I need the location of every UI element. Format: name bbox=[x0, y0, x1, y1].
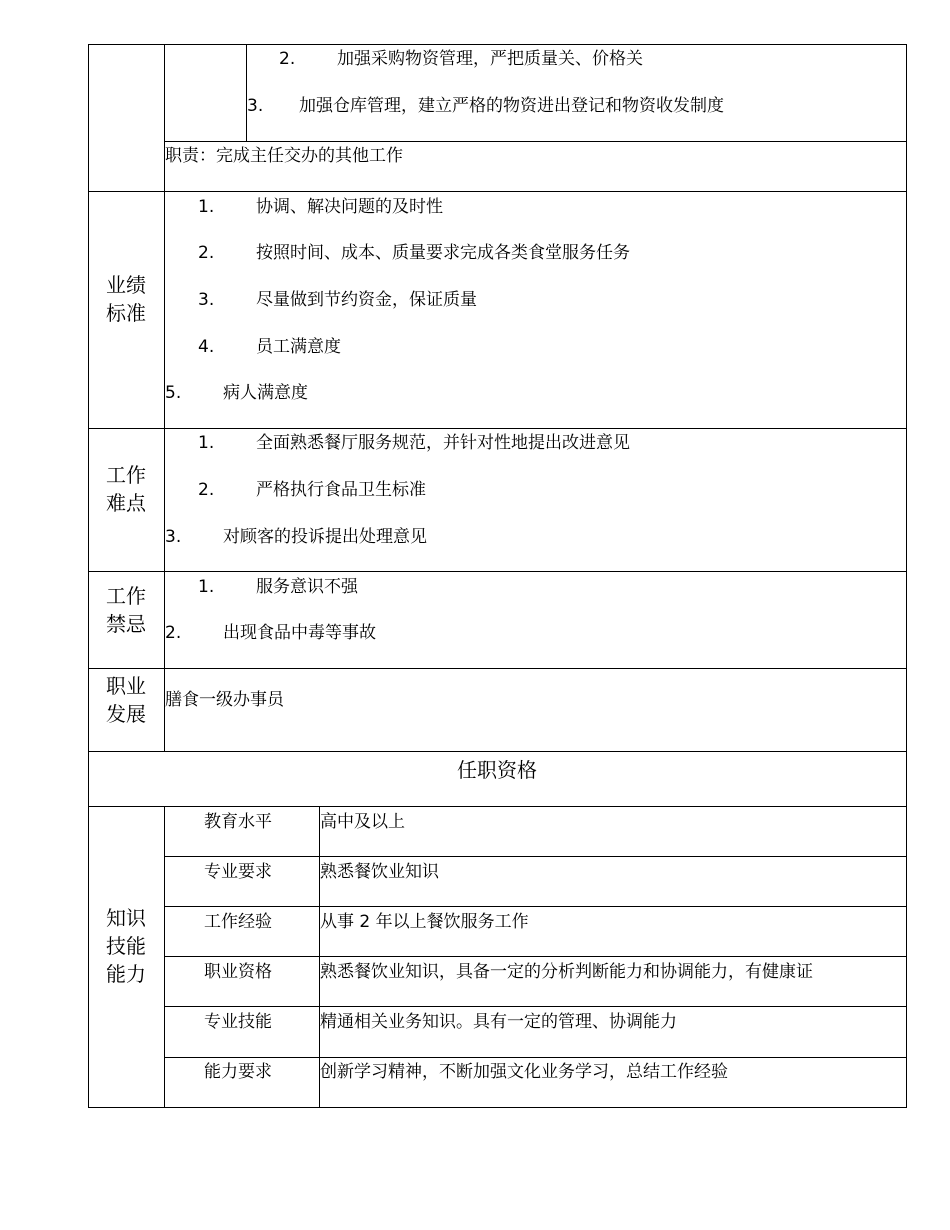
list-number: 3. bbox=[247, 96, 264, 116]
list-item: 严格执行食品卫生标准 bbox=[256, 480, 426, 500]
skill-value: 熟悉餐饮业知识，具备一定的分析判断能力和协调能力，有健康证 bbox=[320, 962, 813, 982]
list-item: 出现食品中毒等事故 bbox=[223, 623, 376, 643]
list-number: 5. bbox=[165, 383, 182, 403]
list-number: 2. bbox=[198, 243, 215, 263]
list-number: 1. bbox=[198, 577, 215, 597]
difficulties-label: 工作 难点 bbox=[106, 463, 146, 515]
list-number: 1. bbox=[198, 197, 215, 217]
qualification-header: 任职资格 bbox=[457, 758, 537, 782]
list-item: 加强采购物资管理，严把质量关、价格关 bbox=[337, 49, 643, 69]
skill-value: 从事 2 年以上餐饮服务工作 bbox=[320, 912, 529, 932]
career-text: 膳食一级办事员 bbox=[165, 690, 284, 710]
list-number: 2. bbox=[198, 480, 215, 500]
list-number: 3. bbox=[198, 290, 215, 310]
list-item: 服务意识不强 bbox=[256, 577, 358, 597]
skills-label: 知识 技能 能力 bbox=[106, 906, 146, 986]
skill-key: 专业要求 bbox=[204, 862, 272, 882]
career-label: 职业 发展 bbox=[106, 674, 146, 726]
skill-value: 精通相关业务知识。具有一定的管理、协调能力 bbox=[320, 1012, 677, 1032]
skill-value: 高中及以上 bbox=[320, 812, 405, 832]
skill-key: 专业技能 bbox=[204, 1012, 272, 1032]
list-number: 4. bbox=[198, 337, 215, 357]
list-number: 3. bbox=[165, 527, 182, 547]
skill-key: 能力要求 bbox=[204, 1062, 272, 1082]
skill-key: 职业资格 bbox=[204, 962, 272, 982]
prohibitions-label: 工作 禁忌 bbox=[106, 584, 146, 636]
list-item: 对顾客的投诉提出处理意见 bbox=[223, 527, 427, 547]
list-item: 尽量做到节约资金，保证质量 bbox=[256, 290, 477, 310]
list-item: 按照时间、成本、质量要求完成各类食堂服务任务 bbox=[256, 243, 630, 263]
list-item: 协调、解决问题的及时性 bbox=[256, 197, 443, 217]
list-item: 加强仓库管理，建立严格的物资进出登记和物资收发制度 bbox=[299, 96, 724, 116]
skill-key: 工作经验 bbox=[204, 912, 272, 932]
list-number: 1. bbox=[198, 433, 215, 453]
list-item: 全面熟悉餐厅服务规范，并针对性地提出改进意见 bbox=[256, 433, 630, 453]
list-item: 员工满意度 bbox=[256, 337, 341, 357]
skill-value: 创新学习精神，不断加强文化业务学习，总结工作经验 bbox=[320, 1062, 728, 1082]
duty-text: 职责：完成主任交办的其他工作 bbox=[165, 146, 403, 166]
list-number: 2. bbox=[279, 49, 296, 69]
skill-value: 熟悉餐饮业知识 bbox=[320, 862, 439, 882]
list-item: 病人满意度 bbox=[223, 383, 308, 403]
list-number: 2. bbox=[165, 623, 182, 643]
skill-key: 教育水平 bbox=[204, 812, 272, 832]
performance-label: 业绩 标准 bbox=[106, 273, 146, 325]
